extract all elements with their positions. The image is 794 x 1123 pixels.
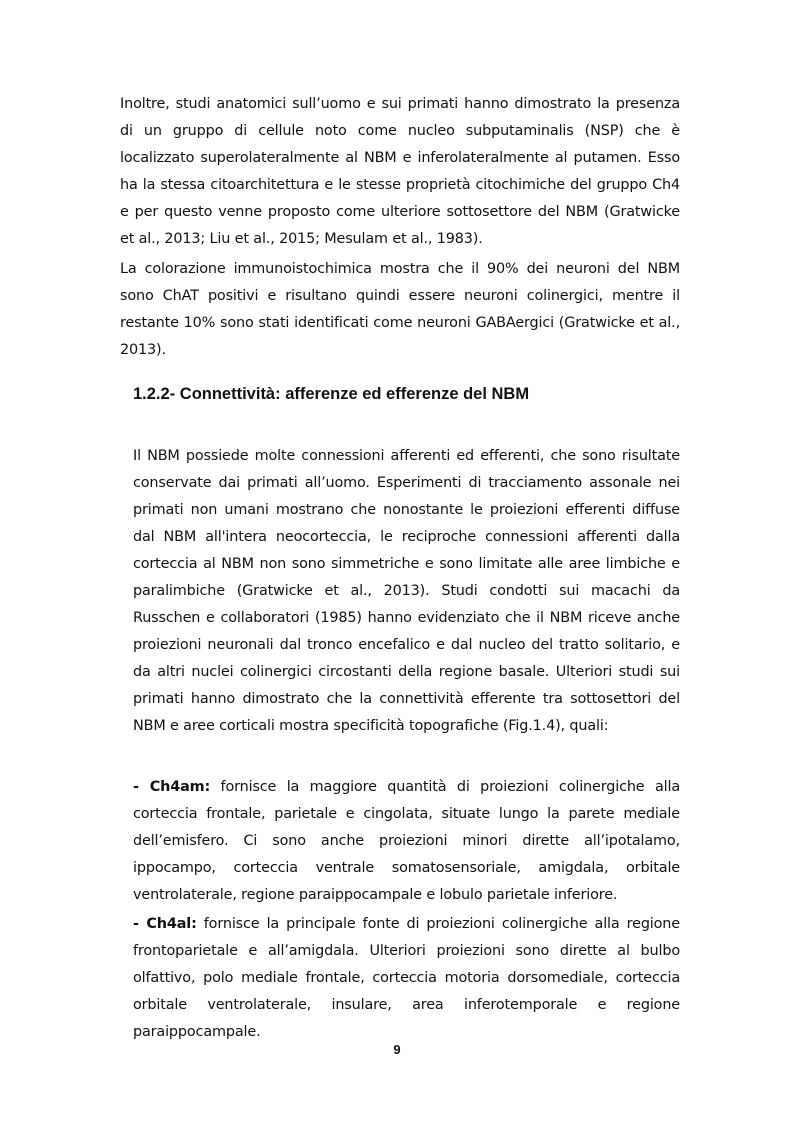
paragraph-nsp: Inoltre, studi anatomici sull’uomo e sui primati hanno dimostrato la presenza di un gruppo di cellule noto come nucleo subputaminalis (NSP) che è localizzato superolateralmente al NBM e inferolateralmente al putamen. Esso ha la stessa citoarchitettura e le stesse proprietà citochimiche del gruppo Ch4 e per questo venne proposto come ulteriore sottosettore del NBM (Gratwicke et al., 2013; Liu et al., 2015; Mesulam et al., 1983). [120, 96, 680, 247]
description-ch4al: fornisce la principale fonte di proiezioni colinergiche alla regione frontoparietale e all’amigdala. Ulteriori proiezioni sono dirette al bulbo olfattivo, polo mediale frontale, corteccia motoria dorsomediale, corteccia orbitale ventrolaterale, insulare, area inferotemporale e regione paraippocampale. [133, 916, 680, 1040]
list-item-ch4al [133, 911, 680, 1046]
term-ch4al: - Ch4al: [133, 916, 197, 932]
paragraph-connectivity: Il NBM possiede molte connessioni afferenti ed efferenti, che sono risultate conservate dai primati all’uomo. Esperimenti di tracciamento assonale nei primati non umani mostrano che nonostante le proiezioni efferenti diffuse dal NBM all'intera neocorteccia, le reciproche connessioni afferenti dalla corteccia al NBM non sono simmetriche e sono limitate alle aree limbiche e paralimbiche (Gratwicke et al., 2013). Studi condotti sui macachi da Russchen e collaboratori (1985) hanno evidenziato che il NBM riceve anche proiezioni neuronali dal tronco encefalico e dal nucleo del tratto solitario, e da altri nuclei colinergici circostanti della regione basale. Ulteriori studi sui primati hanno dimostrato che la connettività efferente tra sottosettori del NBM e aree corticali mostra specificità topografiche (Fig.1.4), quali: [133, 448, 680, 734]
term-ch4am: - Ch4am: [133, 779, 211, 795]
paragraph-immunostaining: La colorazione immunoistochimica mostra che il 90% dei neuroni del NBM sono ChAT positivi e risultano quindi essere neuroni colinergici, mentre il restante 10% sono stati identificati come neuroni GABAergici (Gratwicke et al., 2013). [120, 261, 680, 358]
list-item-ch4am [133, 774, 680, 909]
page-number: 9 [393, 1042, 401, 1057]
section-heading: 1.2.2- Connettività: afferenze ed efferenze del NBM [133, 385, 530, 403]
description-ch4am: fornisce la maggiore quantità di proiezioni colinergiche alla corteccia frontale, parietale e cingolata, situate lungo la parete mediale dell’emisfero. Ci sono anche proiezioni minori dirette all’ipotalamo, ippocampo, corteccia ventrale somatosensoriale, amigdala, orbitale ventrolaterale, regione paraippocampale e lobulo parietale inferiore. [133, 779, 680, 903]
